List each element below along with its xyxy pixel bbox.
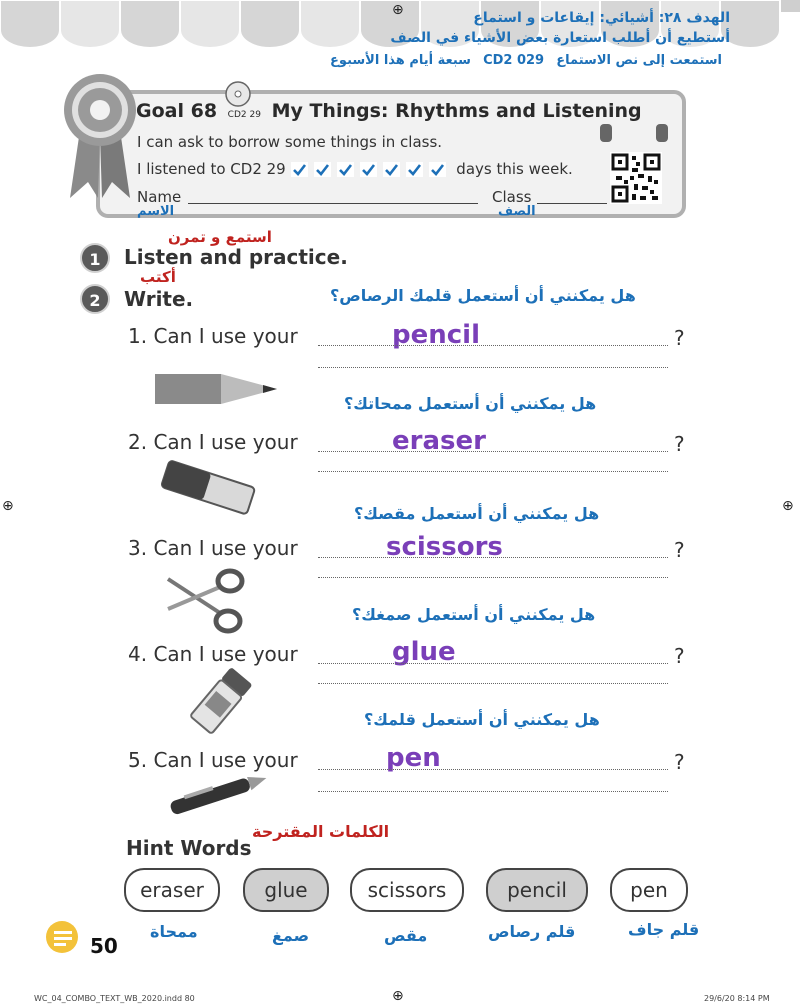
hint-ar: الكلمات المقترحة bbox=[252, 822, 390, 841]
header-line1: الهدف ٢٨: أشيائي: إيقاعات و استماع bbox=[473, 10, 730, 26]
hint-chip-scissors[interactable]: scissors bbox=[350, 868, 464, 912]
question-5-answer[interactable]: pen bbox=[386, 743, 441, 773]
qr-code-icon[interactable] bbox=[610, 152, 662, 204]
question-1-answer[interactable]: pencil bbox=[392, 320, 480, 350]
section1-ar: استمع و تمرن bbox=[168, 228, 272, 246]
checkmark-icon[interactable] bbox=[291, 162, 308, 177]
hint-chip-pen[interactable]: pen bbox=[610, 868, 688, 912]
goal-title bbox=[136, 100, 642, 122]
header-line3-a: استمعت إلى نص الاستماع bbox=[556, 53, 722, 68]
question-3-line2 bbox=[318, 576, 668, 578]
section2-ar: أكتب bbox=[140, 268, 176, 286]
question-2-ar: هل يمكنني أن أستعمل ممحاتك؟ bbox=[344, 394, 597, 413]
checkmark-icon[interactable] bbox=[314, 162, 331, 177]
publisher-logo-icon bbox=[40, 915, 84, 955]
registration-mark-top: ⊕ bbox=[392, 2, 404, 18]
hint-ar-eraser: ممحاة bbox=[150, 922, 198, 941]
question-2-answer[interactable]: eraser bbox=[392, 426, 486, 456]
glue-stick-image bbox=[184, 668, 256, 736]
question-3-end: ? bbox=[674, 538, 685, 562]
registration-mark-bottom: ⊕ bbox=[392, 988, 404, 1004]
name-line[interactable] bbox=[188, 203, 478, 204]
question-1-end: ? bbox=[674, 326, 685, 350]
question-2-prompt: 2. Can I use your bbox=[128, 430, 298, 454]
question-4-prompt: 4. Can I use your bbox=[128, 642, 298, 666]
footer-left: WC_04_COMBO_TEXT_WB_2020.indd 80 bbox=[34, 994, 195, 1003]
question-1-ar: هل يمكنني أن أستعمل قلمك الرصاص؟ bbox=[330, 286, 636, 305]
goal-listen-line bbox=[137, 160, 573, 178]
question-3-line[interactable] bbox=[318, 556, 668, 558]
header-line2: أستطيع أن أطلب استعارة بعض الأشياء في الصف bbox=[390, 30, 730, 46]
header-line3 bbox=[330, 53, 722, 68]
cd-label: CD2 29 bbox=[227, 110, 261, 120]
hint-chip-glue[interactable]: glue bbox=[243, 868, 329, 912]
checkmark-icon[interactable] bbox=[429, 162, 446, 177]
question-2-end: ? bbox=[674, 432, 685, 456]
hint-label: Hint Words bbox=[126, 836, 252, 860]
name-ar: الاسم bbox=[137, 204, 175, 219]
question-1-line2 bbox=[318, 366, 668, 368]
hint-ar-glue: صمغ bbox=[272, 926, 310, 945]
question-3-answer[interactable]: scissors bbox=[386, 532, 503, 562]
question-2-line2 bbox=[318, 470, 668, 472]
question-3-ar: هل يمكنني أن أستعمل مقصك؟ bbox=[354, 504, 600, 523]
header-cd: CD2 029 bbox=[483, 53, 545, 68]
goal-number: Goal 68 bbox=[136, 100, 218, 122]
question-4-answer[interactable]: glue bbox=[392, 637, 456, 667]
registration-mark-left: ⊕ bbox=[2, 498, 14, 514]
section2-number: 2 bbox=[80, 284, 110, 314]
question-5-ar: هل يمكنني أن أستعمل قلمك؟ bbox=[364, 710, 600, 729]
question-5-end: ? bbox=[674, 750, 685, 774]
class-ar: الصف bbox=[498, 204, 536, 219]
pencil-image bbox=[155, 368, 280, 410]
question-5-line2 bbox=[318, 790, 668, 792]
listen-text-a: I listened to CD2 29 bbox=[137, 160, 286, 178]
question-5-line[interactable] bbox=[318, 768, 668, 770]
checkbox-row bbox=[291, 160, 452, 178]
question-5-prompt: 5. Can I use your bbox=[128, 748, 298, 772]
question-1-line[interactable] bbox=[318, 344, 668, 346]
checkmark-icon[interactable] bbox=[360, 162, 377, 177]
footer-right: 29/6/20 8:14 PM bbox=[704, 994, 770, 1003]
question-1-prompt: 1. Can I use your bbox=[128, 324, 298, 348]
pen-image bbox=[166, 772, 276, 822]
hint-ar-scissors: مقص bbox=[384, 926, 428, 945]
section1-number: 1 bbox=[80, 243, 110, 273]
goal-can-line: I can ask to borrow some things in class. bbox=[137, 133, 443, 151]
listen-text-b: days this week. bbox=[456, 160, 573, 178]
cd-icon bbox=[224, 80, 252, 108]
hint-ar-pencil: قلم رصاص bbox=[488, 922, 576, 941]
class-label: Class bbox=[492, 188, 532, 206]
name-label: Name bbox=[137, 188, 182, 206]
hint-chip-eraser[interactable]: eraser bbox=[124, 868, 220, 912]
question-4-line2 bbox=[318, 682, 668, 684]
header-line3-b: سبعة أيام هذا الأسبوع bbox=[330, 53, 471, 68]
question-2-line[interactable] bbox=[318, 450, 668, 452]
question-3-prompt: 3. Can I use your bbox=[128, 536, 298, 560]
eraser-image bbox=[155, 458, 265, 520]
checkmark-icon[interactable] bbox=[406, 162, 423, 177]
headphones-icon bbox=[596, 118, 676, 154]
registration-mark-right: ⊕ bbox=[782, 498, 794, 514]
page-number: 50 bbox=[90, 934, 118, 958]
rosette-badge bbox=[58, 70, 142, 200]
hint-ar-pen: قلم جاف bbox=[628, 920, 700, 939]
goal-subtitle: My Things: Rhythms and Listening bbox=[271, 100, 642, 122]
question-4-line[interactable] bbox=[318, 662, 668, 664]
hint-chip-pencil[interactable]: pencil bbox=[486, 868, 588, 912]
checkmark-icon[interactable] bbox=[383, 162, 400, 177]
checkmark-icon[interactable] bbox=[337, 162, 354, 177]
section1-heading: Listen and practice. bbox=[124, 245, 348, 269]
scissors-image bbox=[162, 565, 252, 635]
class-line[interactable] bbox=[537, 203, 607, 204]
question-4-end: ? bbox=[674, 644, 685, 668]
section2-heading: Write. bbox=[124, 287, 194, 311]
question-4-ar: هل يمكنني أن أستعمل صمغك؟ bbox=[352, 605, 596, 624]
